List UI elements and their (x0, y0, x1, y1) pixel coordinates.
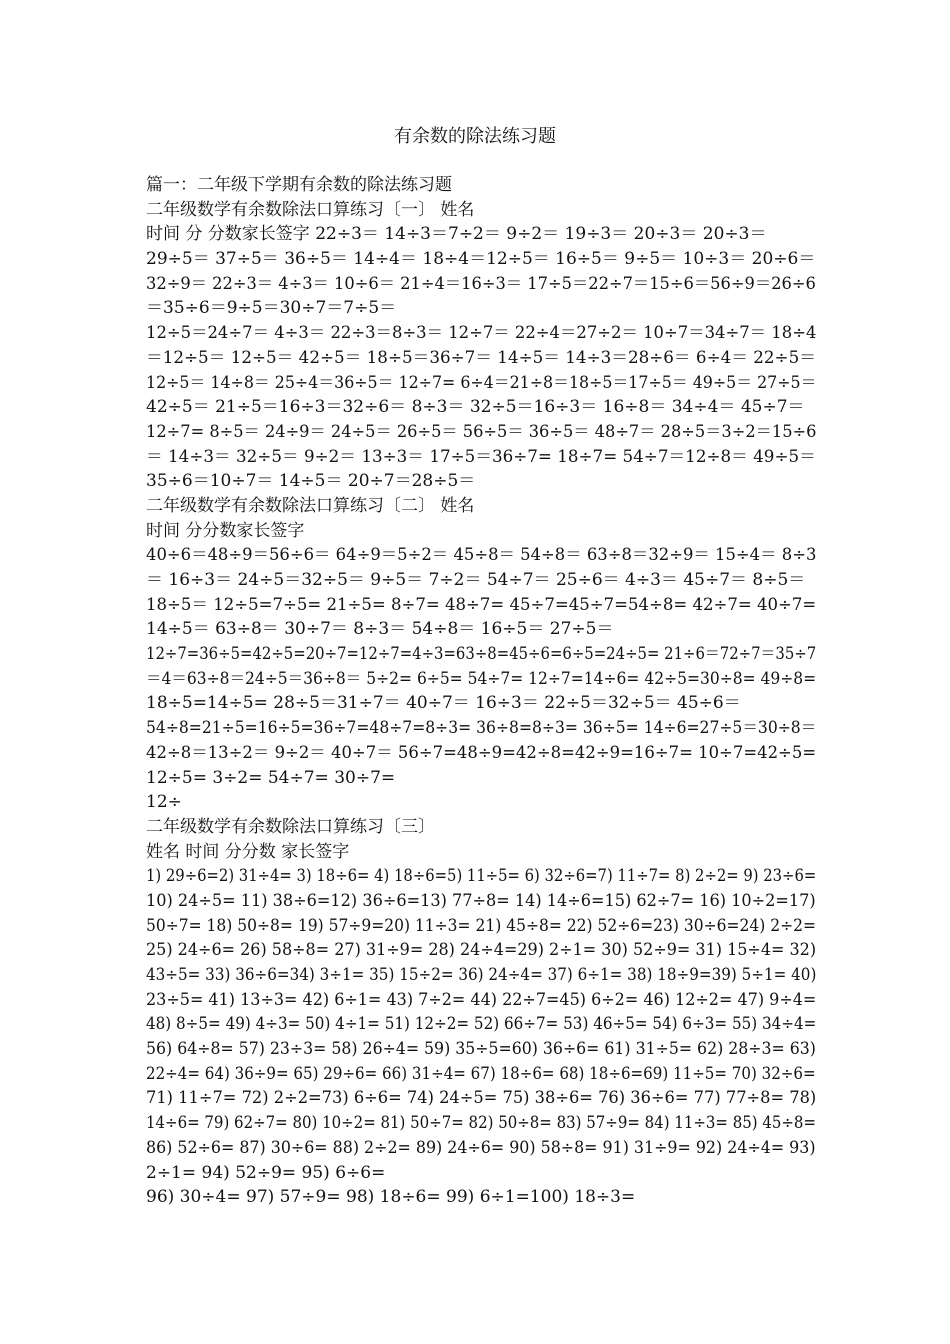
text-line: 二年级数学有余数除法口算练习〔一〕 姓名 (146, 199, 475, 220)
document-title: 有余数的除法练习题 (394, 126, 556, 147)
text-line: 12÷7=36÷5=42÷5=20÷7=12÷7=4÷3=63÷8=45÷6=6÷5=24÷5= 21÷6＝72÷7＝35÷7 (146, 644, 816, 665)
text-line: 25) 24÷6= 26) 58÷8= 27) 31÷9= 28) 24÷4=29) 2÷1= 30) 52÷9= 31) 15÷4= 32) (146, 940, 816, 961)
text-line: 14÷5＝ 63÷8＝ 30÷7＝ 8÷3＝ 54÷8＝ 16÷5＝ 27÷5＝ (146, 619, 614, 640)
text-line: 86) 52÷6= 87) 30÷6= 88) 2÷2= 89) 24÷6= 90) 58÷8= 91) 31÷9= 92) 24÷4= 93) (146, 1137, 816, 1158)
text-line: 时间 分 分数家长签字 22÷3＝ 14÷3＝7÷2＝ 9÷2＝ 19÷3＝ 20÷3＝ 20÷3＝ (146, 224, 767, 245)
text-line: 54÷8=21÷5=16÷5=36÷7=48÷7=8÷3= 36÷8=8÷3= 36÷5= 14÷6=27÷5＝30÷8＝ (146, 718, 816, 739)
text-line: 12÷7= 8÷5＝ 24÷9＝ 24÷5＝ 26÷5＝ 56÷5＝ 36÷5＝ 48÷7＝ 28÷5＝3÷2＝15÷6 (146, 421, 816, 442)
text-line: 42÷5＝ 21÷5＝16÷3＝32÷6＝ 8÷3＝ 32÷5＝16÷3＝ 16÷8＝ 34÷4＝ 45÷7＝ (146, 397, 805, 418)
text-line: 32÷9＝ 22÷3＝ 4÷3＝ 10÷6＝ 21÷4＝16÷3＝ 17÷5＝22÷7＝15÷6＝56÷9＝26÷6 (146, 273, 816, 294)
text-line: 56) 64÷8= 57) 23÷3= 58) 26÷4= 59) 35÷5=60) 36÷6= 61) 31÷5= 62) 28÷3= 63) (146, 1039, 816, 1060)
text-line: 二年级数学有余数除法口算练习〔三〕 (146, 816, 435, 837)
text-line: 12÷5＝24÷7＝ 4÷3＝ 22÷3＝8÷3＝ 12÷7＝ 22÷4＝27÷2＝ 10÷7＝34÷7＝ 18÷4 (146, 323, 816, 344)
text-line: 43÷5= 33) 36÷6=34) 3÷1= 35) 15÷2= 36) 24÷4= 37) 6÷1= 38) 18÷9=39) 5÷1= 40) (146, 965, 816, 985)
text-line: 71) 11÷7= 72) 2÷2=73) 6÷6= 74) 24÷5= 75) 38÷6= 76) 36÷6= 77) 77÷8= 78) (146, 1088, 816, 1109)
text-line: 40÷6＝48÷9＝56÷6＝ 64÷9＝5÷2＝ 45÷8＝ 54÷8＝ 63÷8＝32÷9＝ 15÷4＝ 8÷3 (146, 545, 816, 566)
text-line: 18÷5＝ 12÷5=7÷5= 21÷5= 8÷7= 48÷7= 45÷7=45÷7=54÷8= 42÷7= 40÷7= (146, 594, 816, 615)
text-line: 29÷5＝ 37÷5＝ 36÷5＝ 14÷4＝ 18÷4＝12÷5＝ 16÷5＝ 9÷5＝ 10÷3＝ 20÷6＝ (146, 249, 816, 270)
document-body (146, 173, 816, 1210)
text-line: 23÷5= 41) 13÷3= 42) 6÷1= 43) 7÷2= 44) 22÷7=45) 6÷2= 46) 12÷2= 47) 9÷4= (146, 989, 816, 1010)
text-line: 1) 29÷6=2) 31÷4= 3) 18÷6= 4) 18÷6=5) 11÷5= 6) 32÷6=7) 11÷7= 8) 2÷2= 9) 23÷6= (146, 866, 816, 887)
text-line: 96) 30÷4= 97) 57÷9= 98) 18÷6= 99) 6÷1=100) 18÷3= (146, 1187, 636, 1208)
text-line: 14÷6= 79) 62÷7= 80) 10÷2= 81) 50÷7= 82) 50÷8= 83) 57÷9= 84) 11÷3= 85) 45÷8= (146, 1113, 816, 1134)
text-line: 42÷8＝13÷2＝ 9÷2＝ 40÷7＝ 56÷7=48÷9=42÷8=42÷9=16÷7= 10÷7=42÷5= (146, 742, 816, 763)
text-line: 姓名 时间 分分数 家长签字 (146, 841, 350, 862)
text-line: ＝35÷6＝9÷5＝30÷7＝7÷5＝ (146, 298, 397, 319)
text-line: ＝ 16÷3＝ 24÷5＝32÷5＝ 9÷5＝ 7÷2＝ 54÷7＝ 25÷6＝ 4÷3＝ 45÷7＝ 8÷5＝ (146, 570, 806, 590)
text-line: ＝4＝63÷8＝24÷5＝36÷8＝ 5÷2= 6÷5= 54÷7= 12÷7=14÷6= 42÷5=30÷8= 49÷8= (146, 668, 816, 689)
text-line: 时间 分分数家长签字 (146, 520, 305, 541)
text-line: ＝12÷5＝ 12÷5＝ 42÷5＝ 18÷5＝36÷7＝ 14÷5＝ 14÷3＝28÷6＝ 6÷4＝ 22÷5＝ (146, 347, 816, 368)
text-line: 50÷7= 18) 50÷8= 19) 57÷9=20) 11÷3= 21) 45÷8= 22) 52÷6=23) 30÷6=24) 2÷2= (146, 915, 816, 936)
text-line: ＝ 14÷3＝ 32÷5＝ 9÷2＝ 13÷3＝ 17÷5＝36÷7= 18÷7= 54÷7＝12÷8＝ 49÷5＝ (146, 446, 816, 467)
text-line: 二年级数学有余数除法口算练习〔二〕 姓名 (146, 495, 475, 516)
text-line: 12÷5＝ 14÷8＝ 25÷4＝36÷5＝ 12÷7= 6÷4＝21÷8＝18÷5＝17÷5＝ 49÷5＝ 27÷5＝ (146, 372, 816, 393)
text-line: 10) 24÷5= 11) 38÷6=12) 36÷6=13) 77÷8= 14) 14÷6=15) 62÷7= 16) 10÷2=17) (146, 890, 816, 911)
text-line: 48) 8÷5= 49) 4÷3= 50) 4÷1= 51) 12÷2= 52) 66÷7= 53) 46÷5= 54) 6÷3= 55) 34÷4= (146, 1014, 816, 1035)
text-line: 篇一：二年级下学期有余数的除法练习题 (146, 175, 452, 195)
text-line: 22÷4= 64) 36÷9= 65) 29÷6= 66) 31÷4= 67) 18÷6= 68) 18÷6=69) 11÷5= 70) 32÷6= (146, 1063, 816, 1084)
text-line: 18÷5=14÷5= 28÷5＝31÷7＝ 40÷7＝ 16÷3＝ 22÷5＝32÷5＝ 45÷6＝ (146, 693, 741, 714)
text-line: 12÷5= 3÷2= 54÷7= 30÷7= (146, 767, 396, 788)
text-line: 35÷6＝10÷7＝ 14÷5＝ 20÷7＝28÷5＝ (146, 471, 476, 492)
text-line: 12÷ (146, 792, 182, 813)
text-line: 2÷1= 94) 52÷9= 95) 6÷6= (146, 1162, 386, 1183)
